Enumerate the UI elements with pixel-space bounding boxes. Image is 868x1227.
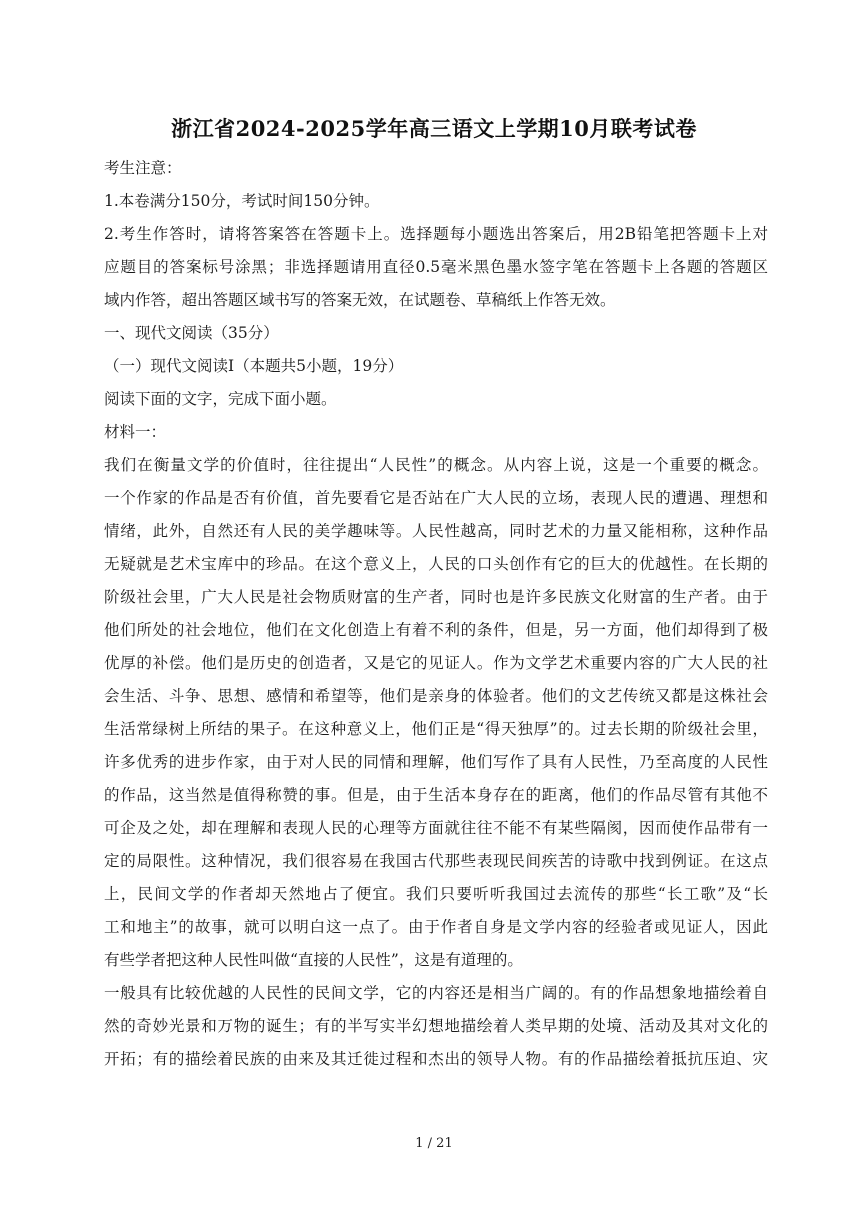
text-line: 一个作家的作品是否有价值，首先要看它是否站在广大人民的立场，表现人民的遭遇、理想和 bbox=[104, 489, 768, 507]
text-line: 开拓；有的描绘着民族的由来及其迁徙过程和杰出的领导人物。有的作品描绘着抵抗压迫、灾 bbox=[104, 1050, 768, 1068]
text-line: 域内作答，超出答题区域书写的答案无效，在试题卷、草稿纸上作答无效。 bbox=[104, 291, 616, 309]
text-line: 生活常绿树上所结的果子。在这种意义上，他们正是“得天独厚”的。过去长期的阶级社会里， bbox=[104, 720, 768, 738]
text-line: 材料一： bbox=[104, 423, 167, 441]
text-line: 应题目的答案标号涂黑；非选择题请用直径0.5毫米黑色墨水签字笔在答题卡上各题的答题区 bbox=[104, 258, 768, 276]
text-line: 工和地主”的故事，就可以明白这一点了。由于作者自身是文学内容的经验者或见证人，因此 bbox=[104, 918, 768, 936]
text-line: 上，民间文学的作者却天然地占了便宜。我们只要听听我国过去流传的那些“长工歌”及“长 bbox=[104, 885, 768, 903]
text-line: 一、现代文阅读（35分） bbox=[104, 324, 279, 342]
document-body bbox=[104, 152, 768, 1076]
text-line: 2.考生作答时，请将答案答在答题卡上。选择题每小题选出答案后，用2B铅笔把答题卡上对 bbox=[104, 225, 768, 243]
text-line: （一）现代文阅读Ⅰ（本题共5小题，19分） bbox=[104, 357, 404, 375]
text-line: 1.本卷满分150分，考试时间150分钟。 bbox=[104, 192, 380, 210]
text-line: 一般具有比较优越的人民性的民间文学，它的内容还是相当广阔的。有的作品想象地描绘着自 bbox=[104, 984, 768, 1002]
text-line: 会生活、斗争、思想、感情和希望等，他们是亲身的体验者。他们的文艺传统又都是这株社会 bbox=[104, 687, 768, 705]
text-line: 的作品，这当然是值得称赞的事。但是，由于生活本身存在的距离，他们的作品尽管有其他不 bbox=[104, 786, 768, 804]
text-line: 我们在衡量文学的价值时，往往提出“人民性”的概念。从内容上说，这是一个重要的概念。 bbox=[104, 456, 768, 474]
text-line: 定的局限性。这种情况，我们很容易在我国古代那些表现民间疾苦的诗歌中找到例证。在这点 bbox=[104, 852, 768, 870]
text-line: 阶级社会里，广大人民是社会物质财富的生产者，同时也是许多民族文化财富的生产者。由于 bbox=[104, 588, 768, 606]
text-line: 然的奇妙光景和万物的诞生；有的半写实半幻想地描绘着人类早期的处境、活动及其对文化的 bbox=[104, 1017, 768, 1035]
text-line: 许多优秀的进步作家，由于对人民的同情和理解，他们写作了具有人民性，乃至高度的人民性 bbox=[104, 753, 768, 771]
text-line: 有些学者把这种人民性叫做“直接的人民性”，这是有道理的。 bbox=[104, 951, 523, 969]
document-title: 浙江省2024-2025学年高三语文上学期10月联考试卷 bbox=[171, 116, 697, 141]
text-line: 阅读下面的文字，完成下面小题。 bbox=[104, 390, 337, 408]
text-line: 无疑就是艺术宝库中的珍品。在这个意义上，人民的口头创作有它的巨大的优越性。在长期的 bbox=[104, 555, 768, 573]
text-line: 可企及之处，却在理解和表现人民的心理等方面就往往不能不有某些隔阂，因而使作品带有一 bbox=[104, 819, 768, 837]
text-line: 情绪，此外，自然还有人民的美学趣味等。人民性越高，同时艺术的力量又能相称，这种作品 bbox=[104, 522, 768, 540]
text-line: 考生注意： bbox=[104, 159, 182, 177]
page-number: 1 / 21 bbox=[415, 1136, 453, 1151]
text-line: 优厚的补偿。他们是历史的创造者，又是它的见证人。作为文学艺术重要内容的广大人民的社 bbox=[104, 654, 768, 672]
text-line: 他们所处的社会地位，他们在文化创造上有着不利的条件，但是，另一方面，他们却得到了极 bbox=[104, 621, 768, 639]
